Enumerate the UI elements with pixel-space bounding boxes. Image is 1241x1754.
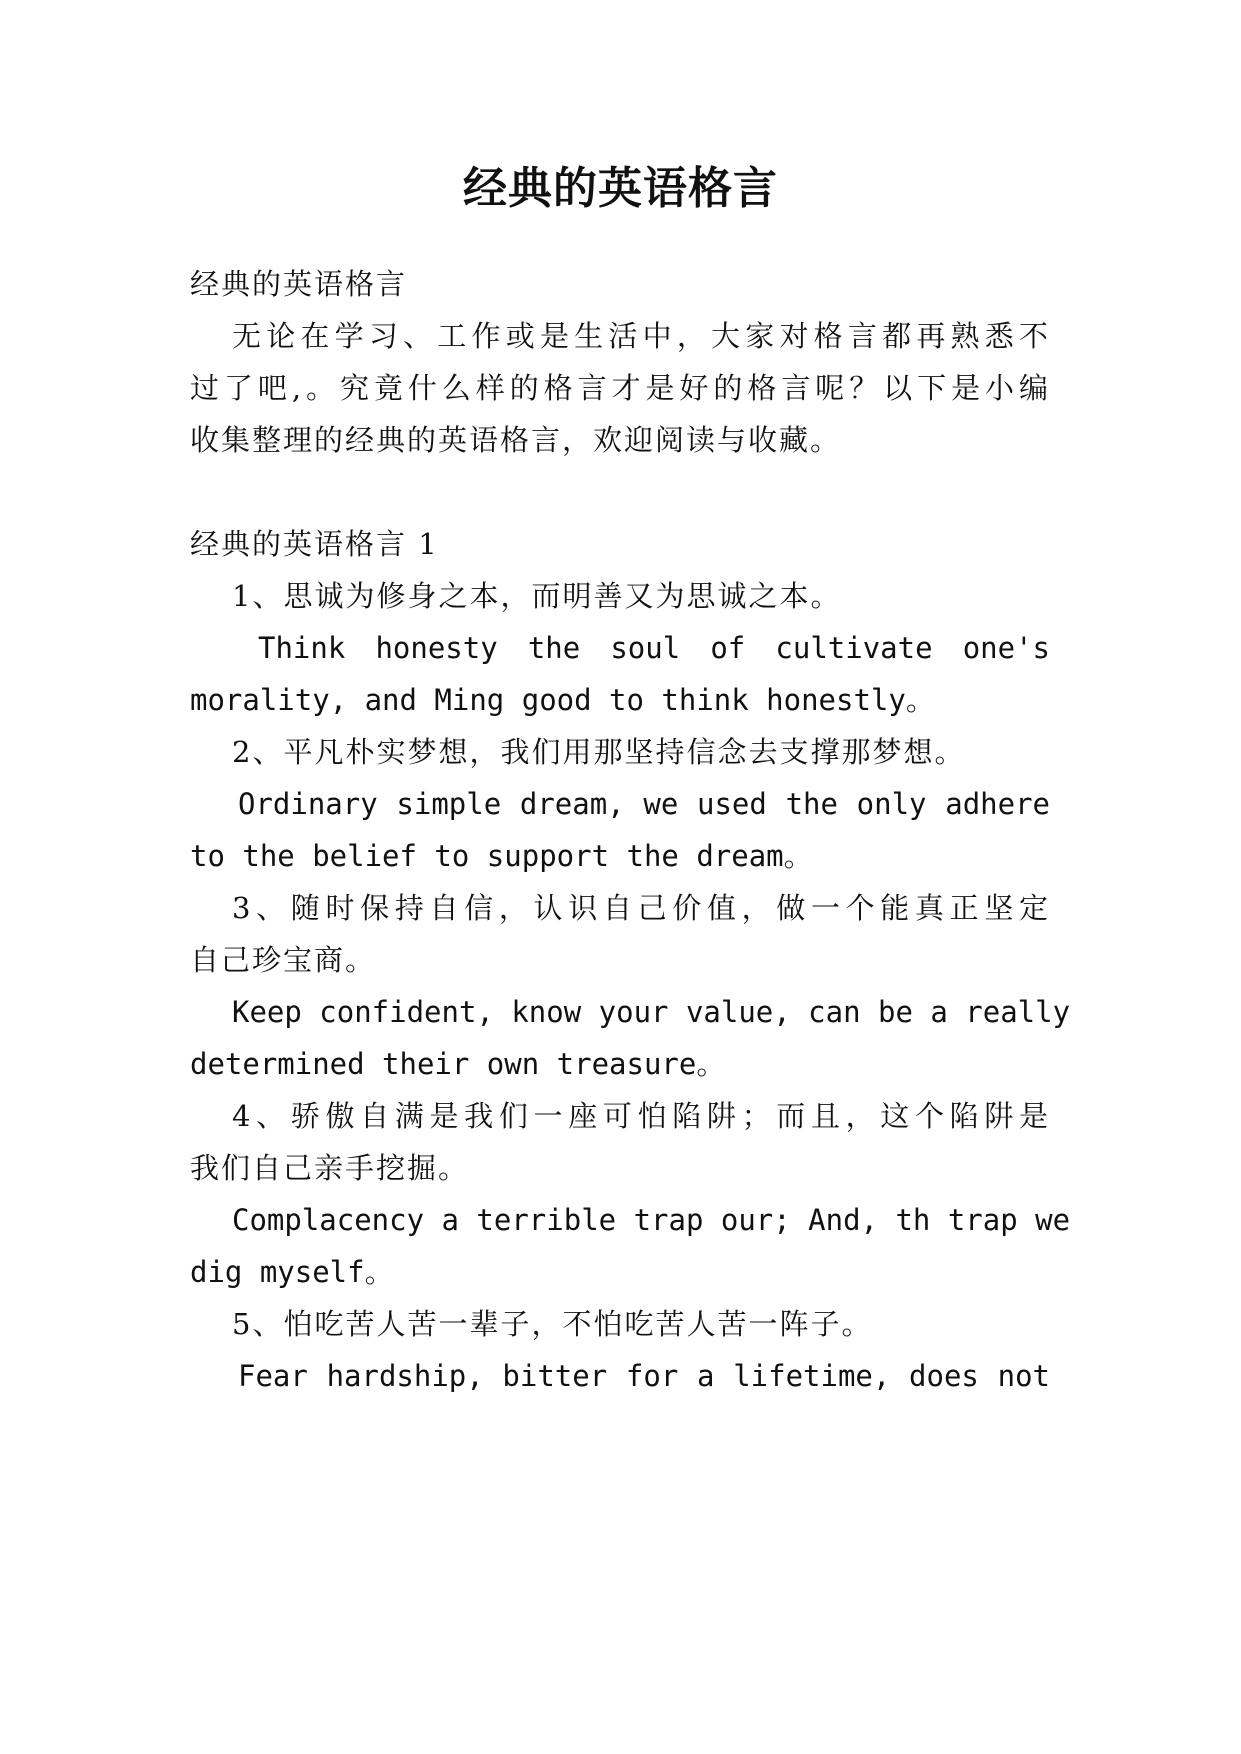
item-4-en-line-1: Complacency a terrible trap our; And, th trap we xyxy=(232,1203,1071,1237)
intro-line-2: 过了吧,。究竟什么样的格言才是好的格言呢？以下是小编 xyxy=(190,371,1050,405)
item-4-zh-line-1: 4、骄傲自满是我们一座可怕陷阱；而且，这个陷阱是 xyxy=(232,1099,1050,1133)
item-4-en-line-2: dig myself。 xyxy=(190,1255,394,1289)
item-3-zh-line-1: 3、随时保持自信，认识自己价值，做一个能真正坚定 xyxy=(232,891,1050,925)
intro-line-1: 无论在学习、工作或是生活中，大家对格言都再熟悉不 xyxy=(232,319,1050,353)
item-4-zh-line-2: 我们自己亲手挖掘。 xyxy=(190,1151,470,1185)
item-1-zh: 1、思诚为修身之本，而明善又为思诚之本。 xyxy=(232,579,842,613)
intro-line-3: 收集整理的经典的英语格言，欢迎阅读与收藏。 xyxy=(190,423,842,457)
item-3-zh-line-2: 自己珍宝商。 xyxy=(190,943,377,977)
item-2-en-line-1: Ordinary simple dream, we used the only adhere xyxy=(238,787,1050,821)
section-heading: 经典的英语格言 1 xyxy=(190,527,439,561)
document-title: 经典的英语格言 xyxy=(463,163,778,214)
item-2-en-line-2: to the belief to support the dream。 xyxy=(190,839,813,873)
item-5-en-line-1: Fear hardship, bitter for a lifetime, does not xyxy=(238,1359,1050,1393)
item-2-zh: 2、平凡朴实梦想，我们用那坚持信念去支撑那梦想。 xyxy=(232,735,966,769)
item-3-en-line-2: determined their own treasure。 xyxy=(190,1047,726,1081)
item-1-en-line-2: morality, and Ming good to think honestly。 xyxy=(190,683,935,717)
item-3-en-line-1: Keep confident, know your value, can be a really xyxy=(232,995,1071,1029)
item-5-zh: 5、怕吃苦人苦一辈子，不怕吃苦人苦一阵子。 xyxy=(232,1307,873,1341)
document-subtitle: 经典的英语格言 xyxy=(190,267,408,301)
item-1-en-line-1: Think honesty the soul of cultivate one's xyxy=(258,631,1050,665)
